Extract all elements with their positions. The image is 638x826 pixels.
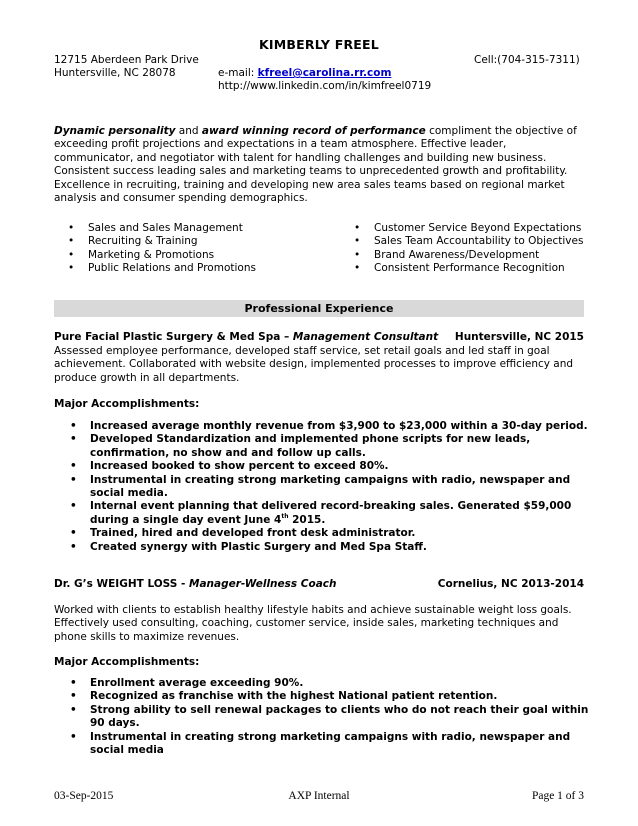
candidate-name: KIMBERLY FREEL [259,37,379,52]
skill-item: • Sales and Sales Management [68,222,243,234]
accomplishments-list [54,420,594,554]
job-location: Cornelius, NC 2013-2014 [437,578,584,590]
summary-and: and [175,125,202,137]
accomplishments-label: Major Accomplishments: [54,398,200,410]
accomplishment-item: • Increased booked to show percent to exceed 80%. [70,460,389,473]
accomplishment-item: • Trained, hired and developed front desk administrator. [70,527,416,540]
skill-item: • Marketing & Promotions [68,248,215,261]
summary [54,125,586,205]
bullet: • [68,248,75,261]
accomplishment-item: • Strong ability to sell renewal packages to clients who do not reach their goal within 90 days. [70,703,589,730]
accomplishment-item: • Enrollment average exceeding 90%. [70,677,304,689]
bullet: • [354,222,361,234]
skill-item: • Recruiting & Training [68,235,198,248]
accomplishment-item: • Instrumental in creating strong marketing campaigns with radio, newspaper and social media. [70,473,571,500]
linkedin-url[interactable]: http://www.linkedin.com/in/kimfreel0719 [218,80,432,92]
summary-text: compliment the objective of exceeding profit projections and expectations in a team atmosphere. Effective leader, communicator, and negotiator with talent for handling challenges and building new business. Consistent success leading sales and marketing teams to unprecedented growth and profitability. Excellence in recruiting, training and developing new area sales teams based on regional market analysis and consumer spending demographics. [54,125,577,205]
accomplishment-item: • Instrumental in creating strong marketing campaigns with radio, newspaper and social media [70,730,571,757]
address-line-2: Huntersville, NC 28078 [54,67,176,79]
skill-item: • Brand Awareness/Development [354,248,540,261]
skills-right [340,222,600,276]
email-link[interactable]: kfreel@carolina.rr.com [257,67,392,79]
section-heading-experience: Professional Experience [54,300,584,317]
skill-item: • Customer Service Beyond Expectations [354,222,582,234]
bullet: • [354,262,361,275]
summary-lead-2: award winning record of performance [201,125,426,137]
footer-page-number: Page 1 of 3 [531,790,584,802]
email-label: e-mail: [218,67,255,79]
bullet: • [68,235,75,248]
skill-item: • Consistent Performance Recognition [354,262,565,275]
accomplishment-item: • Increased average monthly revenue from $3,900 to $23,000 within a 30-day period. [70,420,588,432]
bullet: • [68,262,75,275]
job-title: Management Consultant [292,331,439,343]
job-description: Assessed employee performance, developed staff service, set retail goals and led staff in goal achievement. Collaborated with website design, implemented processes to improve efficiency and produce growth in all departments. [54,345,574,384]
job-company: Dr. G’s WEIGHT LOSS - [54,578,190,590]
address-line-1: 12715 Aberdeen Park Drive [54,54,199,66]
job-location: Huntersville, NC 2015 [454,331,584,343]
bullet: • [68,222,75,234]
skills-left [54,222,324,276]
skill-item: • Sales Team Accountability to Objectives [354,235,584,248]
email-line [218,67,391,80]
accomplishments-label: Major Accomplishments: [54,656,200,668]
summary-lead-1: Dynamic personality [54,125,176,137]
job-company: Pure Facial Plastic Surgery & Med Spa – [54,331,293,343]
bullet: • [354,248,361,261]
accomplishments-list [54,677,594,757]
job-header [54,331,584,344]
skill-item: • Public Relations and Promotions [68,262,256,275]
job-description: Worked with clients to establish healthy lifestyle habits and achieve sustainable weight loss goals. Effectively used consulting, coaching, customer service, inside sales, marketing techniques and phone skills to maximize revenues. [54,604,572,643]
footer-classification: AXP Internal [288,790,350,802]
footer-date: 03-Sep-2015 [54,790,114,802]
accomplishment-item: • Internal event planning that delivered record-breaking sales. Generated $59,000 during a single day event June 4th 2015. [70,500,572,526]
job-title: Manager-Wellness Coach [189,578,337,590]
accomplishment-item: • Recognized as franchise with the highest National patient retention. [70,690,498,703]
job-header [54,578,584,591]
cell-phone: Cell:(704-315-7311) [474,54,580,66]
accomplishment-item: • Developed Standardization and implemented phone scripts for new leads, confirmation, no show and and follow up calls. [70,433,531,459]
accomplishment-item: • Created synergy with Plastic Surgery and Med Spa Staff. [70,540,427,553]
bullet: • [354,235,361,248]
